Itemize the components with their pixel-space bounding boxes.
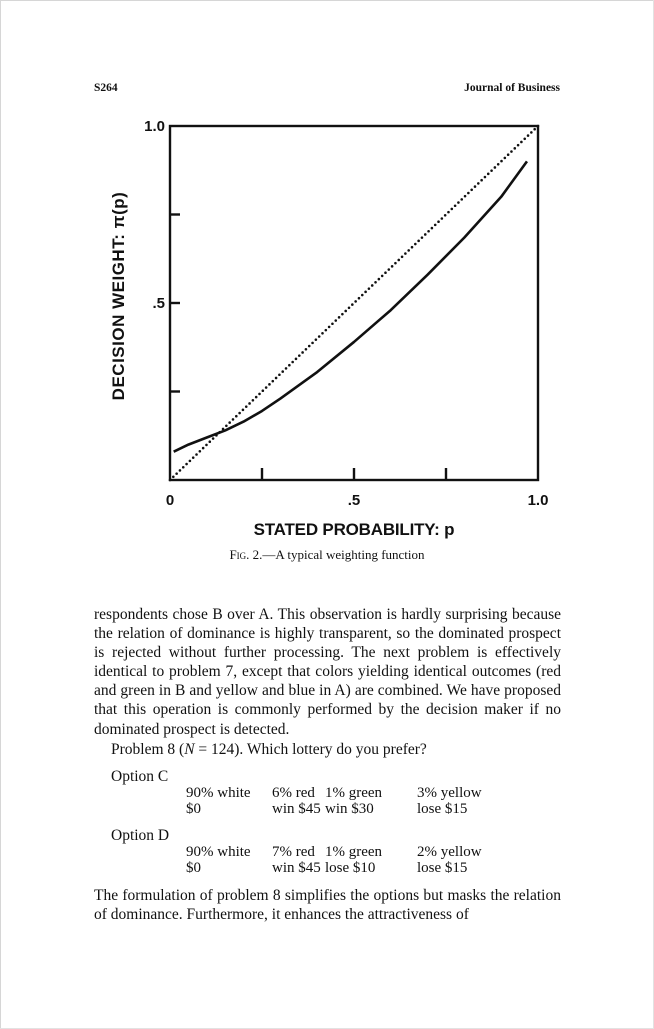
journal-title: Journal of Business bbox=[464, 82, 560, 94]
option-d-prob-green: 1% green bbox=[325, 844, 383, 860]
series-group bbox=[170, 126, 538, 480]
option-c-label: Option C bbox=[111, 768, 169, 785]
identity-dotted-line bbox=[170, 126, 538, 480]
weighting-function-curve bbox=[174, 161, 527, 451]
body-paragraph-1: respondents chose B over A. This observation is hardly surprising because the relation of dominance is highly transparent, so the dominated prospect is rejected without further processing. The next problem is effectively identical to problem 7, except that colors yielding identical outcomes (red and green in B and yellow and blue in A) are combined. We have proposed that this operation is commonly performed by the decision maker if no dominated prospect is detected. bbox=[94, 606, 561, 738]
problem-question: = 124). Which lottery do you prefer? bbox=[194, 741, 427, 758]
x-tick-label-1: .5 bbox=[347, 492, 361, 509]
option-d-prob-white: 90% white bbox=[186, 844, 251, 860]
option-c-prob-green: 1% green bbox=[325, 785, 383, 801]
y-tick-label-0: .5 bbox=[152, 295, 165, 312]
option-c-prob-red: 6% red bbox=[272, 785, 315, 801]
x-tick-label-0: 0 bbox=[165, 492, 175, 509]
body-paragraph-2: The formulation of problem 8 simplifies the options but masks the relation of dominance. Furthermore, it enhances the attractiveness of bbox=[94, 887, 561, 924]
figure-caption bbox=[94, 547, 560, 563]
option-c-prob-white: 90% white bbox=[186, 785, 251, 801]
option-c-outcome-green: win $30 bbox=[325, 801, 374, 817]
option-c-outcome-red: win $45 bbox=[272, 801, 321, 817]
problem-prefix: Problem 8 ( bbox=[111, 741, 185, 758]
option-d-label: Option D bbox=[111, 827, 170, 844]
option-c-prob-yellow: 3% yellow bbox=[417, 785, 482, 801]
x-tick-label-2: 1.0 bbox=[527, 492, 549, 509]
option-d-prob-red: 7% red bbox=[272, 844, 315, 860]
plot-frame bbox=[170, 126, 538, 480]
option-c-outcome-yellow: lose $15 bbox=[417, 801, 468, 817]
problem-n-symbol: N bbox=[184, 741, 195, 758]
caption-label: Fig. 2. bbox=[229, 547, 263, 562]
problem-statement bbox=[111, 741, 427, 759]
option-d-outcome-green: lose $10 bbox=[325, 860, 376, 876]
y-tick-label-1: 1.0 bbox=[144, 118, 165, 135]
tick-labels bbox=[144, 118, 548, 509]
x-axis-label: STATED PROBABILITY: p bbox=[253, 520, 455, 539]
page-number: S264 bbox=[94, 82, 118, 94]
caption-text: —A typical weighting function bbox=[262, 547, 425, 562]
option-d-outcome-red: win $45 bbox=[272, 860, 321, 876]
option-d-outcome-yellow: lose $15 bbox=[417, 860, 468, 876]
y-axis-label: DECISION WEIGHT: π(p) bbox=[109, 191, 128, 401]
option-d-prob-yellow: 2% yellow bbox=[417, 844, 482, 860]
option-c-outcome-white: $0 bbox=[186, 801, 201, 817]
option-d-outcome-white: $0 bbox=[186, 860, 201, 876]
